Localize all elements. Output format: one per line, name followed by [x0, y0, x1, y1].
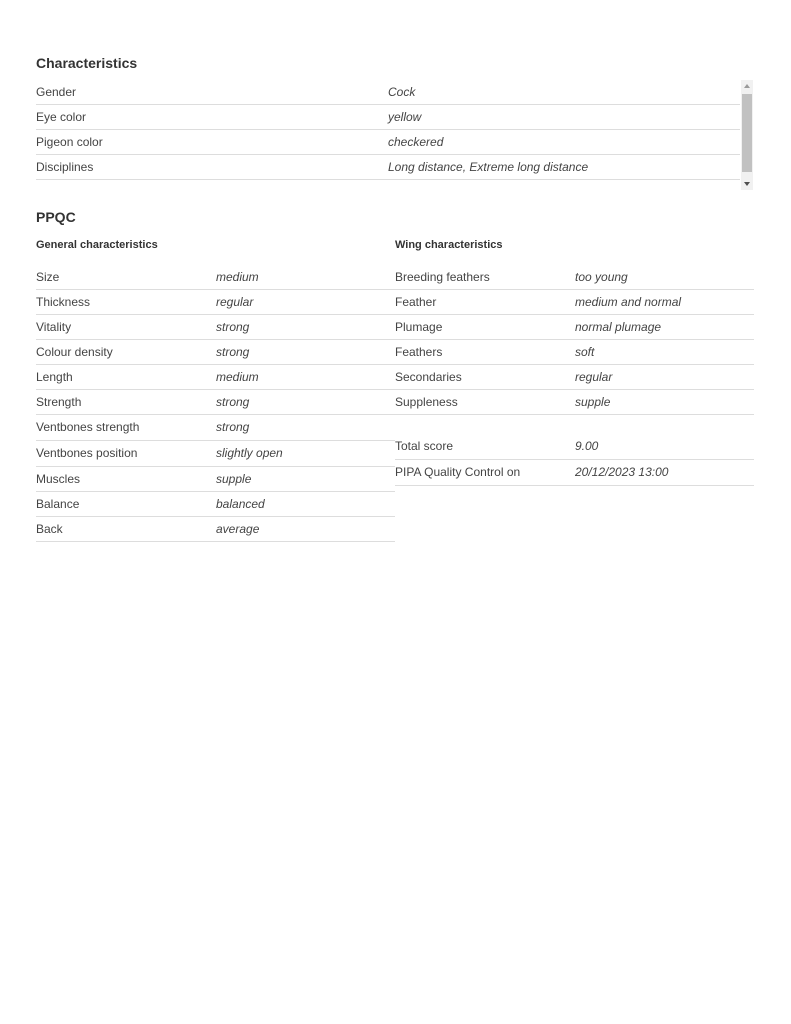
row-value: soft: [575, 345, 595, 359]
row-value: medium: [216, 370, 259, 384]
characteristics-table: [36, 80, 740, 180]
table-row: [395, 460, 754, 486]
table-row: [395, 265, 754, 290]
table-row: [395, 434, 754, 460]
table-row: [395, 390, 754, 415]
row-value: strong: [216, 395, 250, 409]
vertical-scrollbar[interactable]: [741, 80, 753, 190]
table-row: [36, 365, 395, 390]
table-row: [36, 390, 395, 415]
row-label: Feathers: [395, 345, 443, 359]
table-row: [36, 265, 395, 290]
table-row: [36, 105, 740, 130]
row-value: slightly open: [216, 446, 283, 460]
row-label: Disciplines: [36, 160, 94, 174]
row-value: medium and normal: [575, 295, 682, 309]
row-value: regular: [216, 295, 254, 309]
row-label: Thickness: [36, 295, 91, 309]
row-value: supple: [575, 395, 611, 409]
table-row: [36, 340, 395, 365]
row-label: Vitality: [36, 320, 72, 334]
total-score-value: 9.00: [575, 439, 599, 453]
row-label: Balance: [36, 497, 80, 511]
row-label: Plumage: [395, 320, 443, 334]
row-value: balanced: [216, 497, 265, 511]
scroll-down-arrow-icon[interactable]: [741, 178, 753, 190]
row-value: checkered: [388, 135, 444, 149]
total-score-label: Total score: [395, 439, 454, 453]
row-value: strong: [216, 345, 250, 359]
row-label: Size: [36, 270, 60, 284]
table-row: [36, 492, 395, 517]
table-row: [395, 340, 754, 365]
row-label: Feather: [395, 295, 437, 309]
table-row: [36, 130, 740, 155]
row-value: normal plumage: [575, 320, 662, 334]
row-value: yellow: [388, 110, 422, 124]
row-value: average: [216, 522, 260, 536]
table-row: [36, 517, 395, 542]
characteristics-title: Characteristics: [36, 55, 138, 71]
row-label: Secondaries: [395, 370, 462, 384]
table-row: [395, 290, 754, 315]
row-label: Back: [36, 522, 63, 536]
row-label: Suppleness: [395, 395, 458, 409]
row-label: Pigeon color: [36, 135, 103, 149]
wing-characteristics-title: Wing characteristics: [395, 239, 503, 251]
row-label: Ventbones strength: [36, 420, 140, 434]
row-value: regular: [575, 370, 613, 384]
row-label: Gender: [36, 85, 77, 99]
table-row: [395, 365, 754, 390]
row-value: Cock: [388, 85, 416, 99]
row-value: supple: [216, 472, 252, 486]
scroll-up-arrow-icon[interactable]: [741, 80, 753, 92]
row-value: strong: [216, 420, 250, 434]
table-row: [36, 467, 395, 492]
general-characteristics-table: [36, 265, 395, 542]
scrollbar-thumb[interactable]: [742, 94, 752, 172]
row-label: Breeding feathers: [395, 270, 490, 284]
row-label: Eye color: [36, 110, 87, 124]
table-row: [36, 155, 740, 180]
table-row: [36, 80, 740, 105]
row-label: Colour density: [36, 345, 113, 359]
quality-control-date-label: PIPA Quality Control on: [395, 465, 521, 479]
quality-control-date-value: 20/12/2023 13:00: [575, 465, 669, 479]
row-value: Long distance, Extreme long distance: [388, 160, 589, 174]
row-label: Ventbones position: [36, 446, 138, 460]
table-row: [36, 290, 395, 315]
row-value: medium: [216, 270, 259, 284]
row-value: strong: [216, 320, 250, 334]
wing-characteristics-table: [395, 265, 754, 486]
characteristics-scroll-panel[interactable]: [36, 80, 753, 190]
table-row: [36, 441, 395, 467]
table-spacer: [395, 415, 754, 434]
table-row: [36, 415, 395, 441]
row-label: Strength: [36, 395, 82, 409]
table-row: [395, 315, 754, 340]
row-label: Muscles: [36, 472, 81, 486]
row-label: Length: [36, 370, 73, 384]
general-characteristics-title: General characteristics: [36, 239, 158, 251]
table-row: [36, 315, 395, 340]
row-value: too young: [575, 270, 628, 284]
ppqc-title: PPQC: [36, 209, 76, 225]
